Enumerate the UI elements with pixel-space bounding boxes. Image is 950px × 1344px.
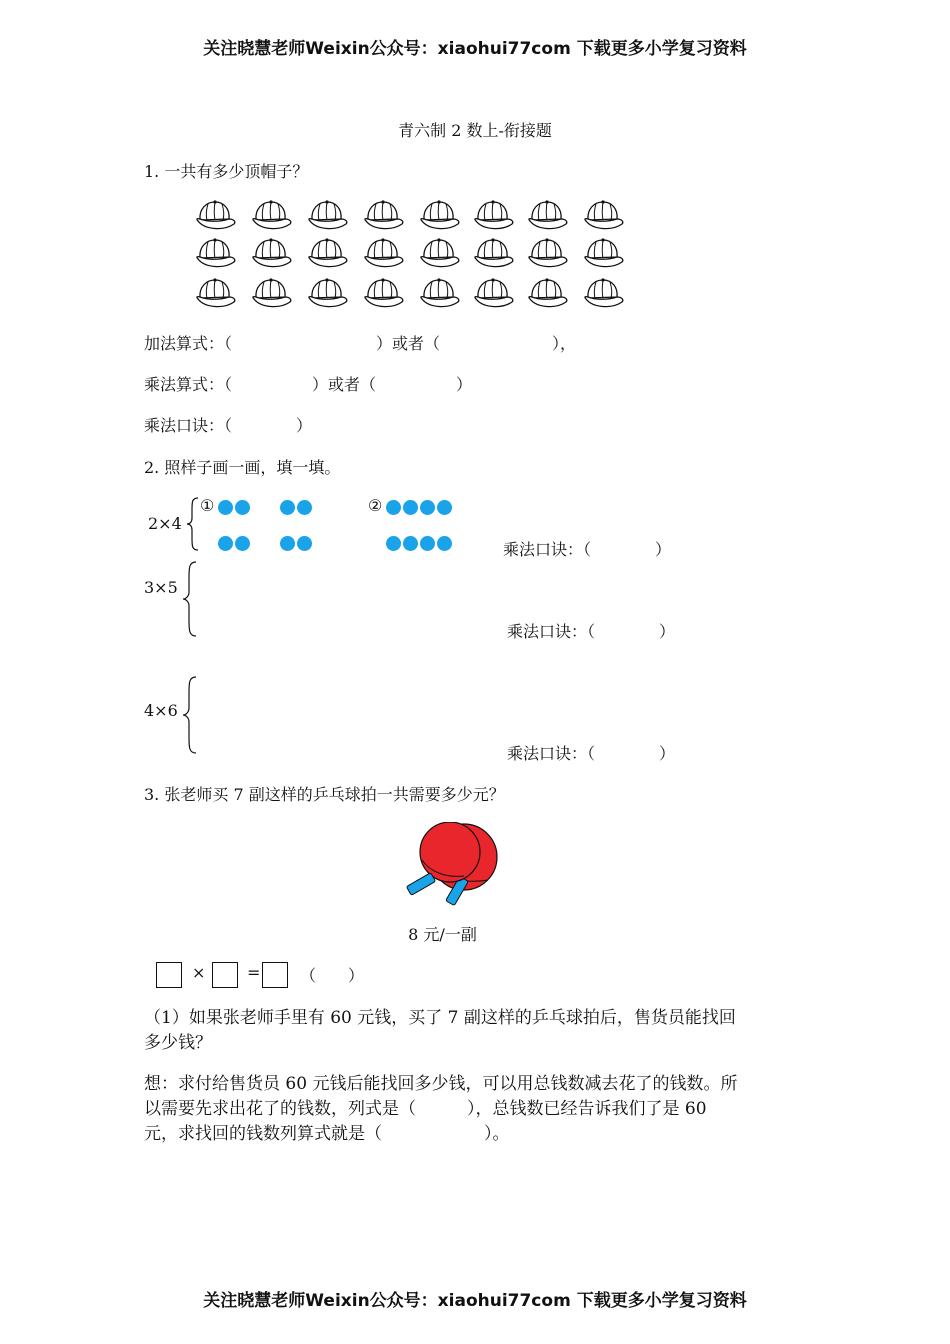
rhyme-label-1: 乘法口诀：（ ） — [503, 540, 672, 559]
hat-row-3 — [197, 278, 623, 306]
brace-1 — [186, 496, 200, 552]
header-banner: 关注晓慧老师Weixin公众号：xiaohui77com 下载更多小学复习资料 — [203, 39, 747, 59]
expression-3x5: 3×5 — [144, 578, 178, 597]
answer-box-1 — [156, 962, 182, 988]
rhyme-label-3: 乘法口诀：（ ） — [507, 744, 676, 763]
q3-question: 3. 张老师买 7 副这样的乒乓球拍一共需要多少元？ — [144, 785, 505, 804]
hat-row-1 — [197, 200, 623, 228]
brace-3 — [182, 675, 200, 755]
answer-box-2 — [212, 962, 238, 988]
unit-paren: （ ） — [300, 966, 365, 985]
times-sign: × — [192, 963, 206, 982]
footer-banner: 关注晓慧老师Weixin公众号：xiaohui77com 下载更多小学复习资料 — [203, 1291, 747, 1311]
equals-sign: = — [247, 963, 261, 982]
think-line-1: 想：求付给售货员 60 元钱后能找回多少钱，可以用总钱数减去花了的钱数。所 — [144, 1074, 738, 1094]
rhyme-answer-line: 乘法口诀：（ ） — [144, 416, 313, 435]
think-line-3: 元，求找回的钱数列算式就是（ ）。 — [144, 1124, 510, 1144]
dots-group-1-top — [218, 497, 314, 516]
sub-question-1-line-2: 多少钱？ — [144, 1033, 212, 1053]
addition-answer-line: 加法算式：（ ）或者（ ）， — [144, 334, 577, 353]
dots-group-2-bottom — [386, 533, 454, 552]
q2-question: 2. 照样子画一画，填一填。 — [144, 458, 341, 477]
page-title: 青六制 2 数上-衔接题 — [398, 121, 552, 140]
multiplication-answer-line: 乘法算式：（ ）或者（ ） — [144, 375, 473, 394]
ping-pong-paddles-image — [402, 822, 502, 906]
think-line-2: 以需要先求出花了的钱数，列式是（ ），总钱数已经告诉我们了是 60 — [144, 1099, 707, 1119]
dots-group-2-top — [386, 497, 454, 516]
q1-question: 1. 一共有多少顶帽子？ — [144, 162, 309, 181]
rhyme-label-2: 乘法口诀：（ ） — [507, 622, 676, 641]
circle-1-label: ① — [200, 496, 215, 515]
hats-grid — [190, 196, 640, 316]
hat-row-2 — [197, 238, 623, 266]
answer-box-3 — [262, 962, 288, 988]
expression-4x6: 4×6 — [144, 701, 178, 720]
circle-2-label: ② — [368, 496, 383, 515]
brace-2 — [182, 560, 200, 638]
example-expression: 2×4 — [148, 514, 182, 533]
dots-group-1-bottom — [218, 533, 314, 552]
sub-question-1-line-1: （1）如果张老师手里有 60 元钱，买了 7 副这样的乒乓球拍后，售货员能找回 — [144, 1008, 736, 1028]
price-label: 8 元/一副 — [408, 925, 477, 944]
